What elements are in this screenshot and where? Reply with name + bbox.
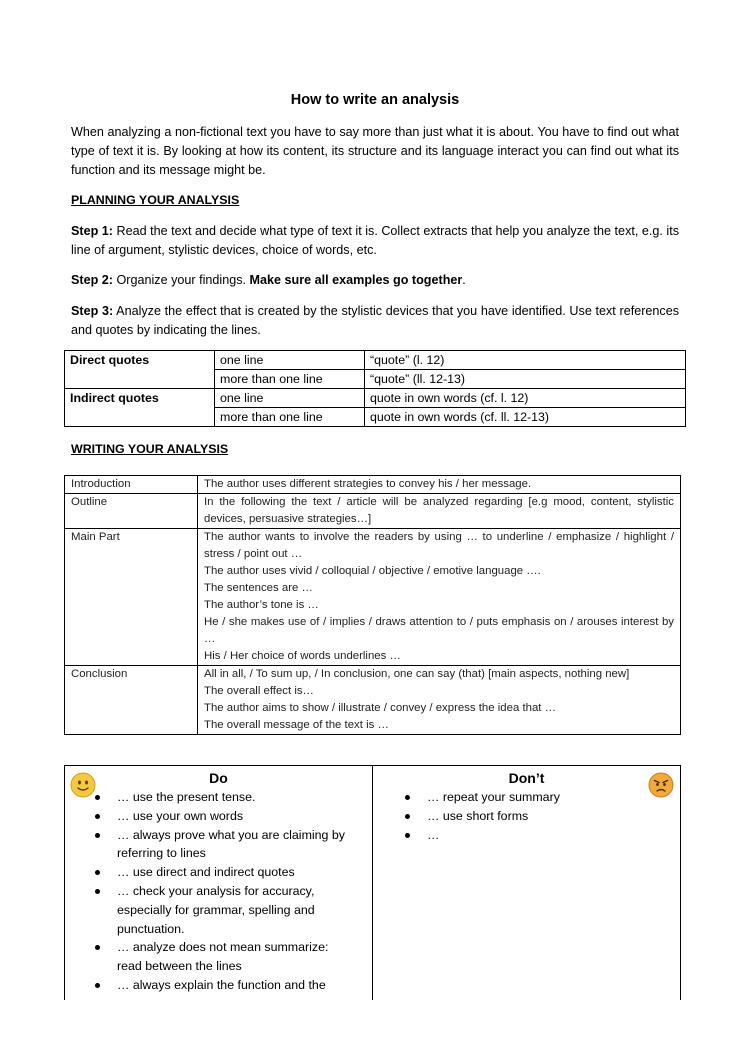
list-item: … repeat your summary <box>373 788 680 807</box>
quote-lines-cell: one line <box>215 351 365 370</box>
step-1 <box>71 222 679 260</box>
writing-table <box>64 475 681 735</box>
step-3 <box>71 302 679 340</box>
indirect-quotes-label: Indirect quotes <box>65 389 215 427</box>
quote-example-cell: quote in own words (cf. l. 12) <box>365 389 686 408</box>
quote-lines-cell: more than one line <box>215 408 365 427</box>
do-list <box>65 788 372 995</box>
phrase-line: His / Her choice of words underlines … <box>204 650 401 662</box>
step-1-text: Read the text and decide what type of text it is. Collect extracts that help you analyze the text, e.g. its line of argument, stylistic devices, choice of words, etc. <box>71 224 679 257</box>
main-part-phrases <box>198 529 681 666</box>
introduction-label: Introduction <box>65 476 198 494</box>
list-item: … always explain the function and the <box>65 976 372 995</box>
phrase-line: The sentences are … <box>204 582 313 594</box>
do-title: Do <box>209 770 228 786</box>
step-3-label: Step 3: <box>71 304 114 318</box>
phrase-line: He / she makes use of / implies / draws attention to / puts emphasis on / arouses interest by … <box>204 616 674 645</box>
step-2-text: Organize your findings. <box>113 273 250 287</box>
do-header <box>65 766 372 788</box>
step-2 <box>71 271 679 290</box>
quote-example-cell: “quote” (l. 12) <box>365 351 686 370</box>
list-item: … analyze does not mean summarize: read between the lines <box>65 938 372 976</box>
list-item: … check your analysis for accuracy, especially for grammar, spelling and punctuation. <box>65 882 372 938</box>
dont-list <box>373 788 680 844</box>
step-2-label: Step 2: <box>71 273 113 287</box>
intro-paragraph: When analyzing a non-fictional text you have to say more than just what it is about. You have to find out what type of text it is. By looking at how its content, its structure and its language interact you can find out what its function and its message might be. <box>71 125 679 177</box>
phrase-line: In the following the text / article will be analyzed regarding [e.g mood, content, stylistic devices, persuasive strategies…] <box>204 496 674 525</box>
introduction-phrases <box>198 476 681 494</box>
quotes-table <box>64 350 686 427</box>
list-item: … <box>373 826 680 845</box>
do-dont-table <box>64 765 681 1000</box>
main-part-label: Main Part <box>65 529 198 666</box>
outline-label: Outline <box>65 494 198 529</box>
table-row <box>65 351 686 370</box>
phrase-line: The overall message of the text is … <box>204 719 389 731</box>
dont-title: Don’t <box>508 770 545 786</box>
list-item: … use short forms <box>373 807 680 826</box>
list-item: … use direct and indirect quotes <box>65 863 372 882</box>
planning-heading: PLANNING YOUR ANALYSIS <box>71 193 240 207</box>
step-1-label: Step 1: <box>71 224 114 238</box>
table-row <box>65 529 681 666</box>
quote-example-cell: quote in own words (cf. ll. 12-13) <box>365 408 686 427</box>
quote-lines-cell: one line <box>215 389 365 408</box>
phrase-line: The author wants to involve the readers by using … to underline / emphasize / highlight / stress / point out … <box>204 531 674 560</box>
table-row <box>65 494 681 529</box>
list-item: … always prove what you are claiming by referring to lines <box>65 826 372 864</box>
table-row <box>65 476 681 494</box>
phrase-line: The overall effect is… <box>204 685 314 697</box>
outline-phrases <box>198 494 681 529</box>
list-item: … use your own words <box>65 807 372 826</box>
step-3-text: Analyze the effect that is created by the stylistic devices that you have identified. Use text references and quotes by indicating the lines. <box>71 304 679 337</box>
direct-quotes-label: Direct quotes <box>65 351 215 389</box>
list-item: … use the present tense. <box>65 788 372 807</box>
phrase-line: The author uses vivid / colloquial / objective / emotive language …. <box>204 565 541 577</box>
quote-example-cell: “quote” (ll. 12-13) <box>365 370 686 389</box>
phrase-line: The author’s tone is … <box>204 599 319 611</box>
step-2-emphasis: Make sure all examples go together <box>249 273 463 287</box>
phrase-line: All in all, / To sum up, / In conclusion, one can say (that) [main aspects, nothing new] <box>204 668 630 680</box>
dont-column <box>373 766 681 1001</box>
quote-lines-cell: more than one line <box>215 370 365 389</box>
table-row <box>65 389 686 408</box>
step-2-end: . <box>462 273 466 287</box>
phrase-line: The author uses different strategies to convey his / her message. <box>204 478 532 490</box>
page-title: How to write an analysis <box>290 92 460 108</box>
conclusion-label: Conclusion <box>65 666 198 735</box>
table-row <box>65 666 681 735</box>
phrase-line: The author aims to show / illustrate / convey / express the idea that … <box>204 702 557 714</box>
do-column <box>65 766 373 1001</box>
dont-header <box>373 766 680 788</box>
writing-heading: WRITING YOUR ANALYSIS <box>71 442 229 456</box>
conclusion-phrases <box>198 666 681 735</box>
table-row <box>65 766 681 1001</box>
